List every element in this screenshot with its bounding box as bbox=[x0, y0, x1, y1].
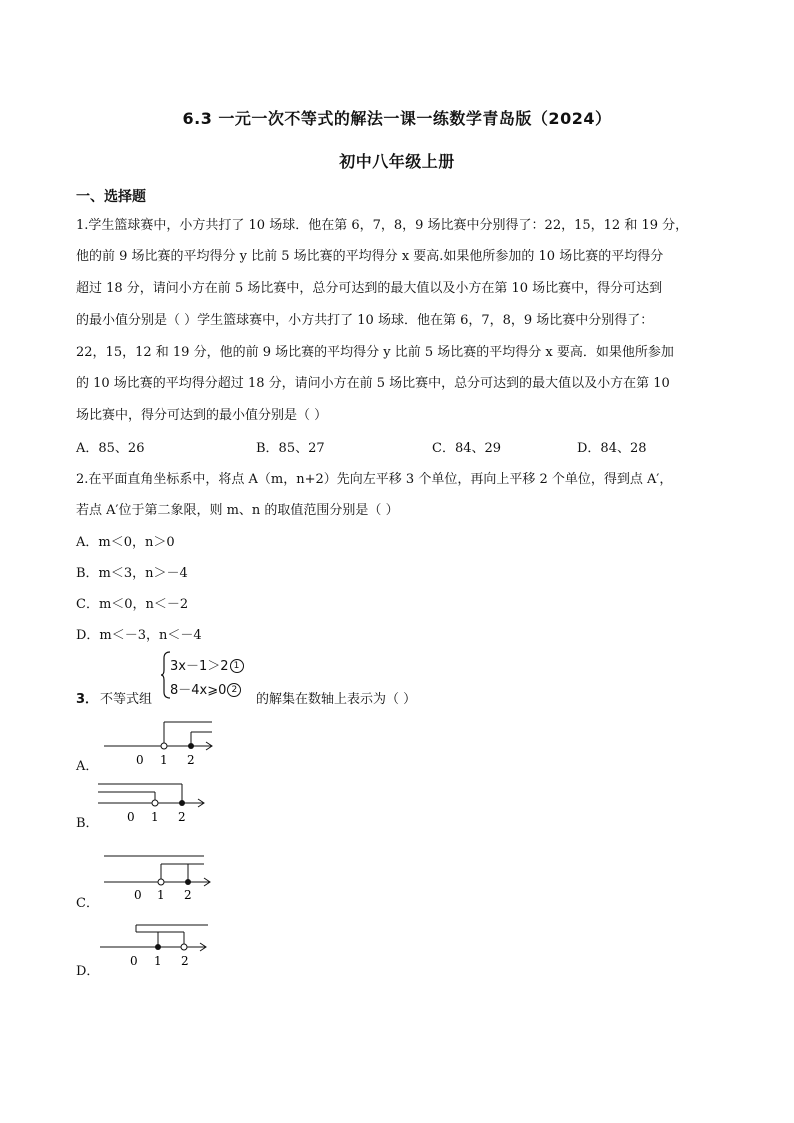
tick-label-2: 2 bbox=[178, 810, 186, 824]
section-heading: 一、选择题 bbox=[76, 189, 146, 205]
q1-option-d[interactable]: D．84、28 bbox=[577, 441, 647, 456]
q3-number: 3． bbox=[76, 692, 99, 707]
document-title: 6.3 一元一次不等式的解法一课一练数学青岛版（2024） bbox=[182, 109, 612, 128]
q3-option-b-number-line[interactable] bbox=[94, 778, 214, 826]
q2-option-a[interactable]: A．m＜0，n＞0 bbox=[76, 535, 175, 550]
q3-suffix: 的解集在数轴上表示为（ ） bbox=[256, 692, 417, 707]
tick-label-0: 0 bbox=[134, 888, 142, 902]
tick-label-1: 1 bbox=[160, 753, 168, 767]
tick-label-1: 1 bbox=[157, 888, 165, 902]
q1-line-4: 的最小值分别是（ ）学生篮球赛中，小方共打了 10 场球．他在第 6，7，8，9 场比赛中分别得了： bbox=[76, 313, 654, 328]
tick-label-1: 1 bbox=[154, 954, 162, 968]
q2-option-d[interactable]: D．m＜－3，n＜－4 bbox=[76, 628, 202, 643]
circled-number-1: 1 bbox=[230, 659, 244, 673]
q1-option-b[interactable]: B．85、27 bbox=[256, 441, 325, 456]
q1-line-1: 1.学生篮球赛中，小方共打了 10 场球．他在第 6，7，8，9 场比赛中分别得了：22，15，12 和 19 分， bbox=[76, 218, 689, 233]
q3-prefix: 不等式组 bbox=[100, 692, 153, 707]
q3-option-d-number-line[interactable] bbox=[96, 920, 216, 970]
inequality-2-expr: 8－4x⩾0 bbox=[170, 683, 227, 698]
tick-label-2: 2 bbox=[181, 954, 189, 968]
tick-label-0: 0 bbox=[127, 810, 135, 824]
inequality-1-expr: 3x－1＞2 bbox=[170, 659, 229, 674]
q2-option-c[interactable]: C．m＜0，n＜－2 bbox=[76, 597, 189, 612]
tick-label-1: 1 bbox=[151, 810, 159, 824]
tick-label-2: 2 bbox=[187, 753, 195, 767]
inequality-system bbox=[160, 650, 270, 700]
q1-line-3: 超过 18 分，请问小方在前 5 场比赛中，总分可达到的最大值以及小方在第 10 场比赛中，得分可达到 bbox=[76, 281, 663, 296]
tick-label-0: 0 bbox=[130, 954, 138, 968]
tick-label-2: 2 bbox=[184, 888, 192, 902]
q2-line-1: 2.在平面直角坐标系中，将点 A（m，n+2）先向左平移 3 个单位，再向上平移 2 个单位，得到点 A′， bbox=[76, 472, 673, 487]
tick-label-0: 0 bbox=[136, 753, 144, 767]
q1-line-6: 的 10 场比赛的平均得分超过 18 分，请问小方在前 5 场比赛中，总分可达到的最大值以及小方在第 10 bbox=[76, 376, 670, 391]
q1-option-a[interactable]: A．85、26 bbox=[76, 441, 145, 456]
q2-option-b[interactable]: B．m＜3，n＞－4 bbox=[76, 566, 188, 581]
inequality-2 bbox=[170, 679, 241, 698]
q3-option-a-letter[interactable]: A． bbox=[76, 759, 99, 774]
q3-option-c-letter[interactable]: C． bbox=[76, 896, 99, 911]
circled-number-2: 2 bbox=[227, 683, 241, 697]
q1-option-c[interactable]: C．84、29 bbox=[432, 441, 502, 456]
document-subtitle: 初中八年级上册 bbox=[339, 152, 455, 171]
q3-option-c-number-line[interactable] bbox=[100, 850, 220, 902]
inequality-1 bbox=[170, 655, 244, 674]
q1-line-5: 22，15，12 和 19 分，他的前 9 场比赛的平均得分 y 比前 5 场比赛的平均得分 x 要高．如果他所参加 bbox=[76, 345, 674, 360]
q3-option-a-number-line[interactable] bbox=[100, 718, 220, 768]
q2-line-2: 若点 A′位于第二象限，则 m、n 的取值范围分别是（ ） bbox=[76, 503, 399, 518]
q3-option-d-letter[interactable]: D． bbox=[76, 964, 100, 979]
q1-line-2: 他的前 9 场比赛的平均得分 y 比前 5 场比赛的平均得分 x 要高.如果他所参加的 10 场比赛的平均得分 bbox=[76, 249, 664, 264]
q1-line-7: 场比赛中，得分可达到的最小值分别是（ ） bbox=[76, 408, 328, 423]
q3-option-b-letter[interactable]: B． bbox=[76, 816, 99, 831]
